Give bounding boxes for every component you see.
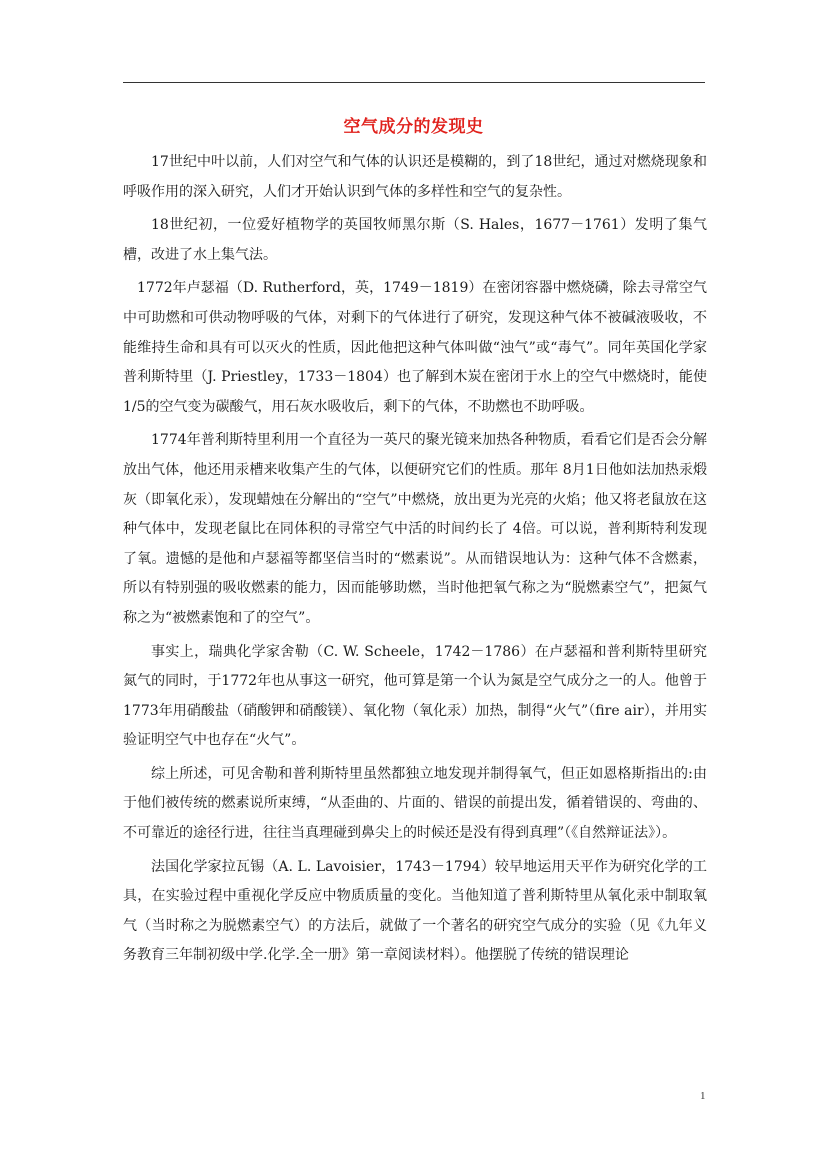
paragraph-2: 18世纪初，一位爱好植物学的英国牧师黑尔斯（S. Hales，1677－1761）发明了集气槽，改进了水上集气法。 xyxy=(123,217,707,263)
header-rule xyxy=(123,82,705,83)
document-body xyxy=(123,148,707,975)
paragraph-7: 法国化学家拉瓦锡（A. L. Lavoisier，1743－1794）较早地运用天平作为研究化学的工具，在实验过程中重视化学反应中物质质量的变化。当他知道了普利斯特里从氧化汞中制取氧气（当时称之为脱燃素空气）的方法后，就做了一个著名的研究空气成分的实验（见《九年义务教育三年制初级中学.化学.全一册》第一章阅读材料）。他摆脱了传统的错误理论 xyxy=(123,858,707,964)
paragraph-1: 17世纪中叶以前，人们对空气和气体的认识还是模糊的，到了18世纪，通过对燃烧现象和呼吸作用的深入研究，人们才开始认识到气体的多样性和空气的复杂性。 xyxy=(123,154,707,200)
paragraph-3: 1772年卢瑟福（D. Rutherford，英，1749－1819）在密闭容器中燃烧磷，除去寻常空气中可助燃和可供动物呼吸的气体，对剩下的气体进行了研究，发现这种气体不被碱液吸收，不能维持生命和具有可以灭火的性质，因此他把这种气体叫做“浊气”或“毒气”。同年英国化学家普利斯特里（J. Priestley，1733－1804）也了解到木炭在密闭于水上的空气中燃烧时，能使1/5的空气变为碳酸气，用石灰水吸收后，剩下的气体，不助燃也不助呼吸。 xyxy=(123,280,707,415)
page-number: 1 xyxy=(700,1090,706,1102)
paragraph-5: 事实上，瑞典化学家舍勒（C. W. Scheele，1742－1786）在卢瑟福和普利斯特里研究氮气的同时，于1772年也从事这一研究，他可算是第一个认为氮是空气成分之一的人。他曾于1773年用硝酸盐（硝酸钾和硝酸镁）、氧化物（氧化汞）加热，制得“火气”（fire air），并用实验证明空气中也存在“火气”。 xyxy=(123,643,707,749)
paragraph-4: 1774年普利斯特里利用一个直径为一英尺的聚光镜来加热各种物质，看看它们是否会分解放出气体，他还用汞槽来收集产生的气体，以便研究它们的性质。那年 8月1日他如法加热汞煅灰（即氧化汞），发现蜡烛在分解出的“空气”中燃烧，放出更为光亮的火焰；他又将老鼠放在这种气体中，发现老鼠比在同体积的寻常空气中活的时间约长了 4倍。可以说，普利斯特利发现了氧。遗憾的是他和卢瑟福等都坚信当时的“燃素说”。从而错误地认为：这种气体不含燃素，所以有特别强的吸收燃素的能力，因而能够助燃，当时他把氧气称之为“脱燃素空气”，把氮气称之为“被燃素饱和了的空气”。 xyxy=(123,432,707,626)
page-title: 空气成分的发现史 xyxy=(343,117,484,137)
paragraph-6: 综上所述，可见舍勒和普利斯特里虽然都独立地发现并制得氧气，但正如恩格斯指出的:由于他们被传统的燃素说所束缚，“从歪曲的、片面的、错误的前提出发，循着错误的、弯曲的、不可靠近的途径行进，往往当真理碰到鼻尖上的时候还是没有得到真理”（《自然辩证法》）。 xyxy=(123,765,707,842)
